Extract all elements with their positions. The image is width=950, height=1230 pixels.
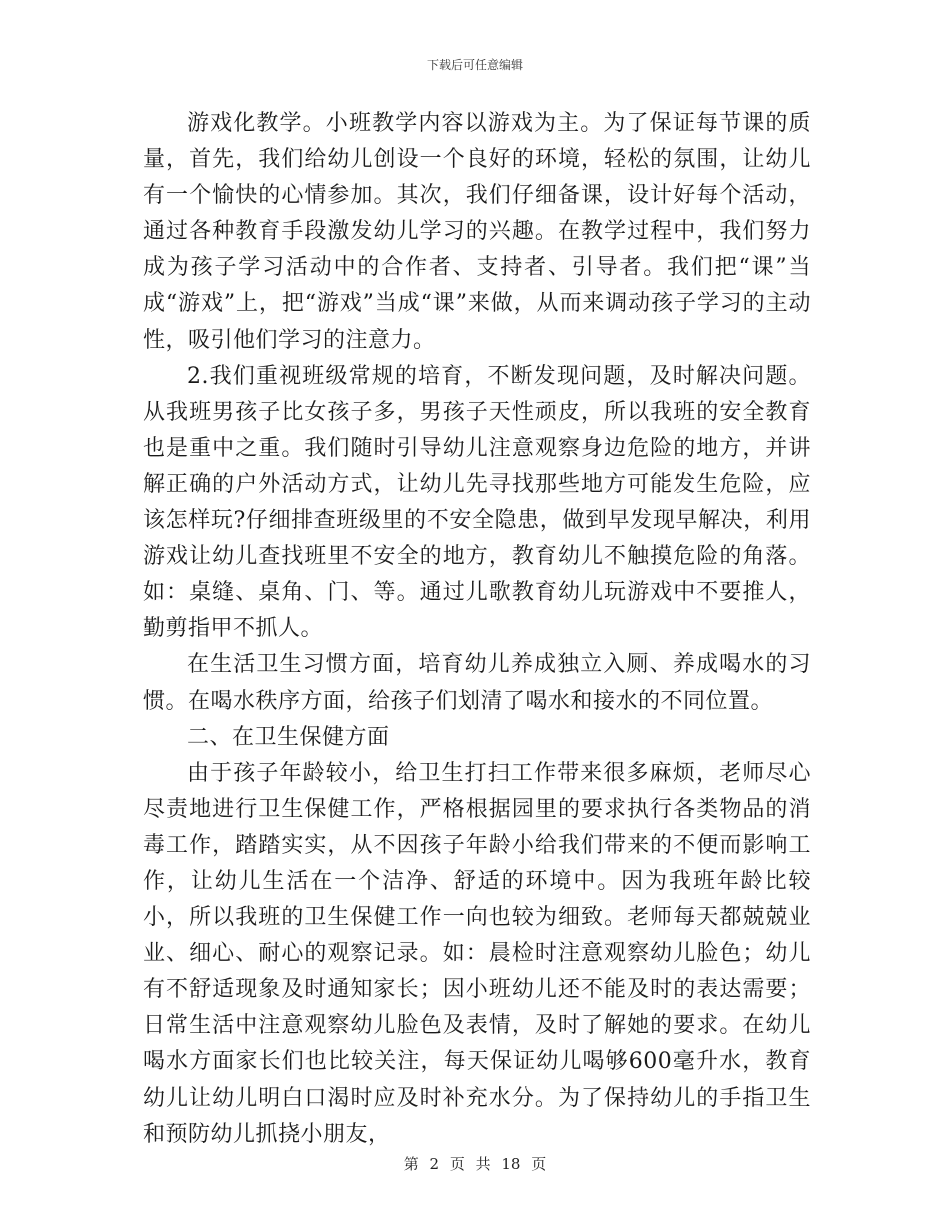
page-header: 下载后可任意编辑	[426, 58, 523, 72]
document-body	[143, 106, 811, 1153]
paragraph-game-teaching: 游戏化教学。小班教学内容以游戏为主。为了保证每节课的质量，首先，我们给幼儿创设一个良好的环境，轻松的氛围，让幼儿有一个愉快的心情参加。其次，我们仔细备课，设计好每个活动，通过各种教育手段激发幼儿学习的兴趣。在教学过程中，我们努力成为孩子学习活动中的合作者、支持者、引导者。我们把“课”当成“游戏”上，把“游戏”当成“课”来做，从而来调动孩子学习的主动性，吸引他们学习的注意力。	[143, 111, 811, 353]
paragraph-class-routine: 2.我们重视班级常规的培育，不断发现问题，及时解决问题。从我班男孩子比女孩子多，男孩子天性顽皮，所以我班的安全教育也是重中之重。我们随时引导幼儿注意观察身边危险的地方，并讲解正确的户外活动方式，让幼儿先寻找那些地方可能发生危险，应该怎样玩?仔细排查班级里的不安全隐患，做到早发现早解决，利用游戏让幼儿查找班里不安全的地方，教育幼儿不触摸危险的角落。如：桌缝、桌角、门、等。通过儿歌教育幼儿玩游戏中不要推人，勤剪指甲不抓人。	[143, 363, 811, 642]
paragraph-health-care: 由于孩子年龄较小，给卫生打扫工作带来很多麻烦，老师尽心尽责地进行卫生保健工作，严格根据园里的要求执行各类物品的消毒工作，踏踏实实，从不因孩子年龄小给我们带来的不便而影响工作，让幼儿生活在一个洁净、舒适的环境中。因为我班年龄比较小，所以我班的卫生保健工作一向也较为细致。老师每天都兢兢业业、细心、耐心的观察记录。如：晨检时注意观察幼儿脸色；幼儿有不舒适现象及时通知家长；因小班幼儿还不能及时的表达需要；日常生活中注意观察幼儿脸色及表情，及时了解她的要求。在幼儿喝水方面家长们也比较关注，每天保证幼儿喝够600毫升水，教育幼儿让幼儿明白口渴时应及时补充水分。为了保持幼儿的手指卫生和预防幼儿抓挠小朋友，	[143, 760, 811, 1147]
page-number-footer: 第 2 页 共 18 页	[403, 1155, 547, 1173]
section-heading-health-care: 二、在卫生保健方面	[187, 724, 390, 750]
paragraph-hygiene-habits: 在生活卫生习惯方面，培育幼儿养成独立入厕、养成喝水的习惯。在喝水秩序方面，给孩子们划清了喝水和接水的不同位置。	[143, 652, 811, 714]
